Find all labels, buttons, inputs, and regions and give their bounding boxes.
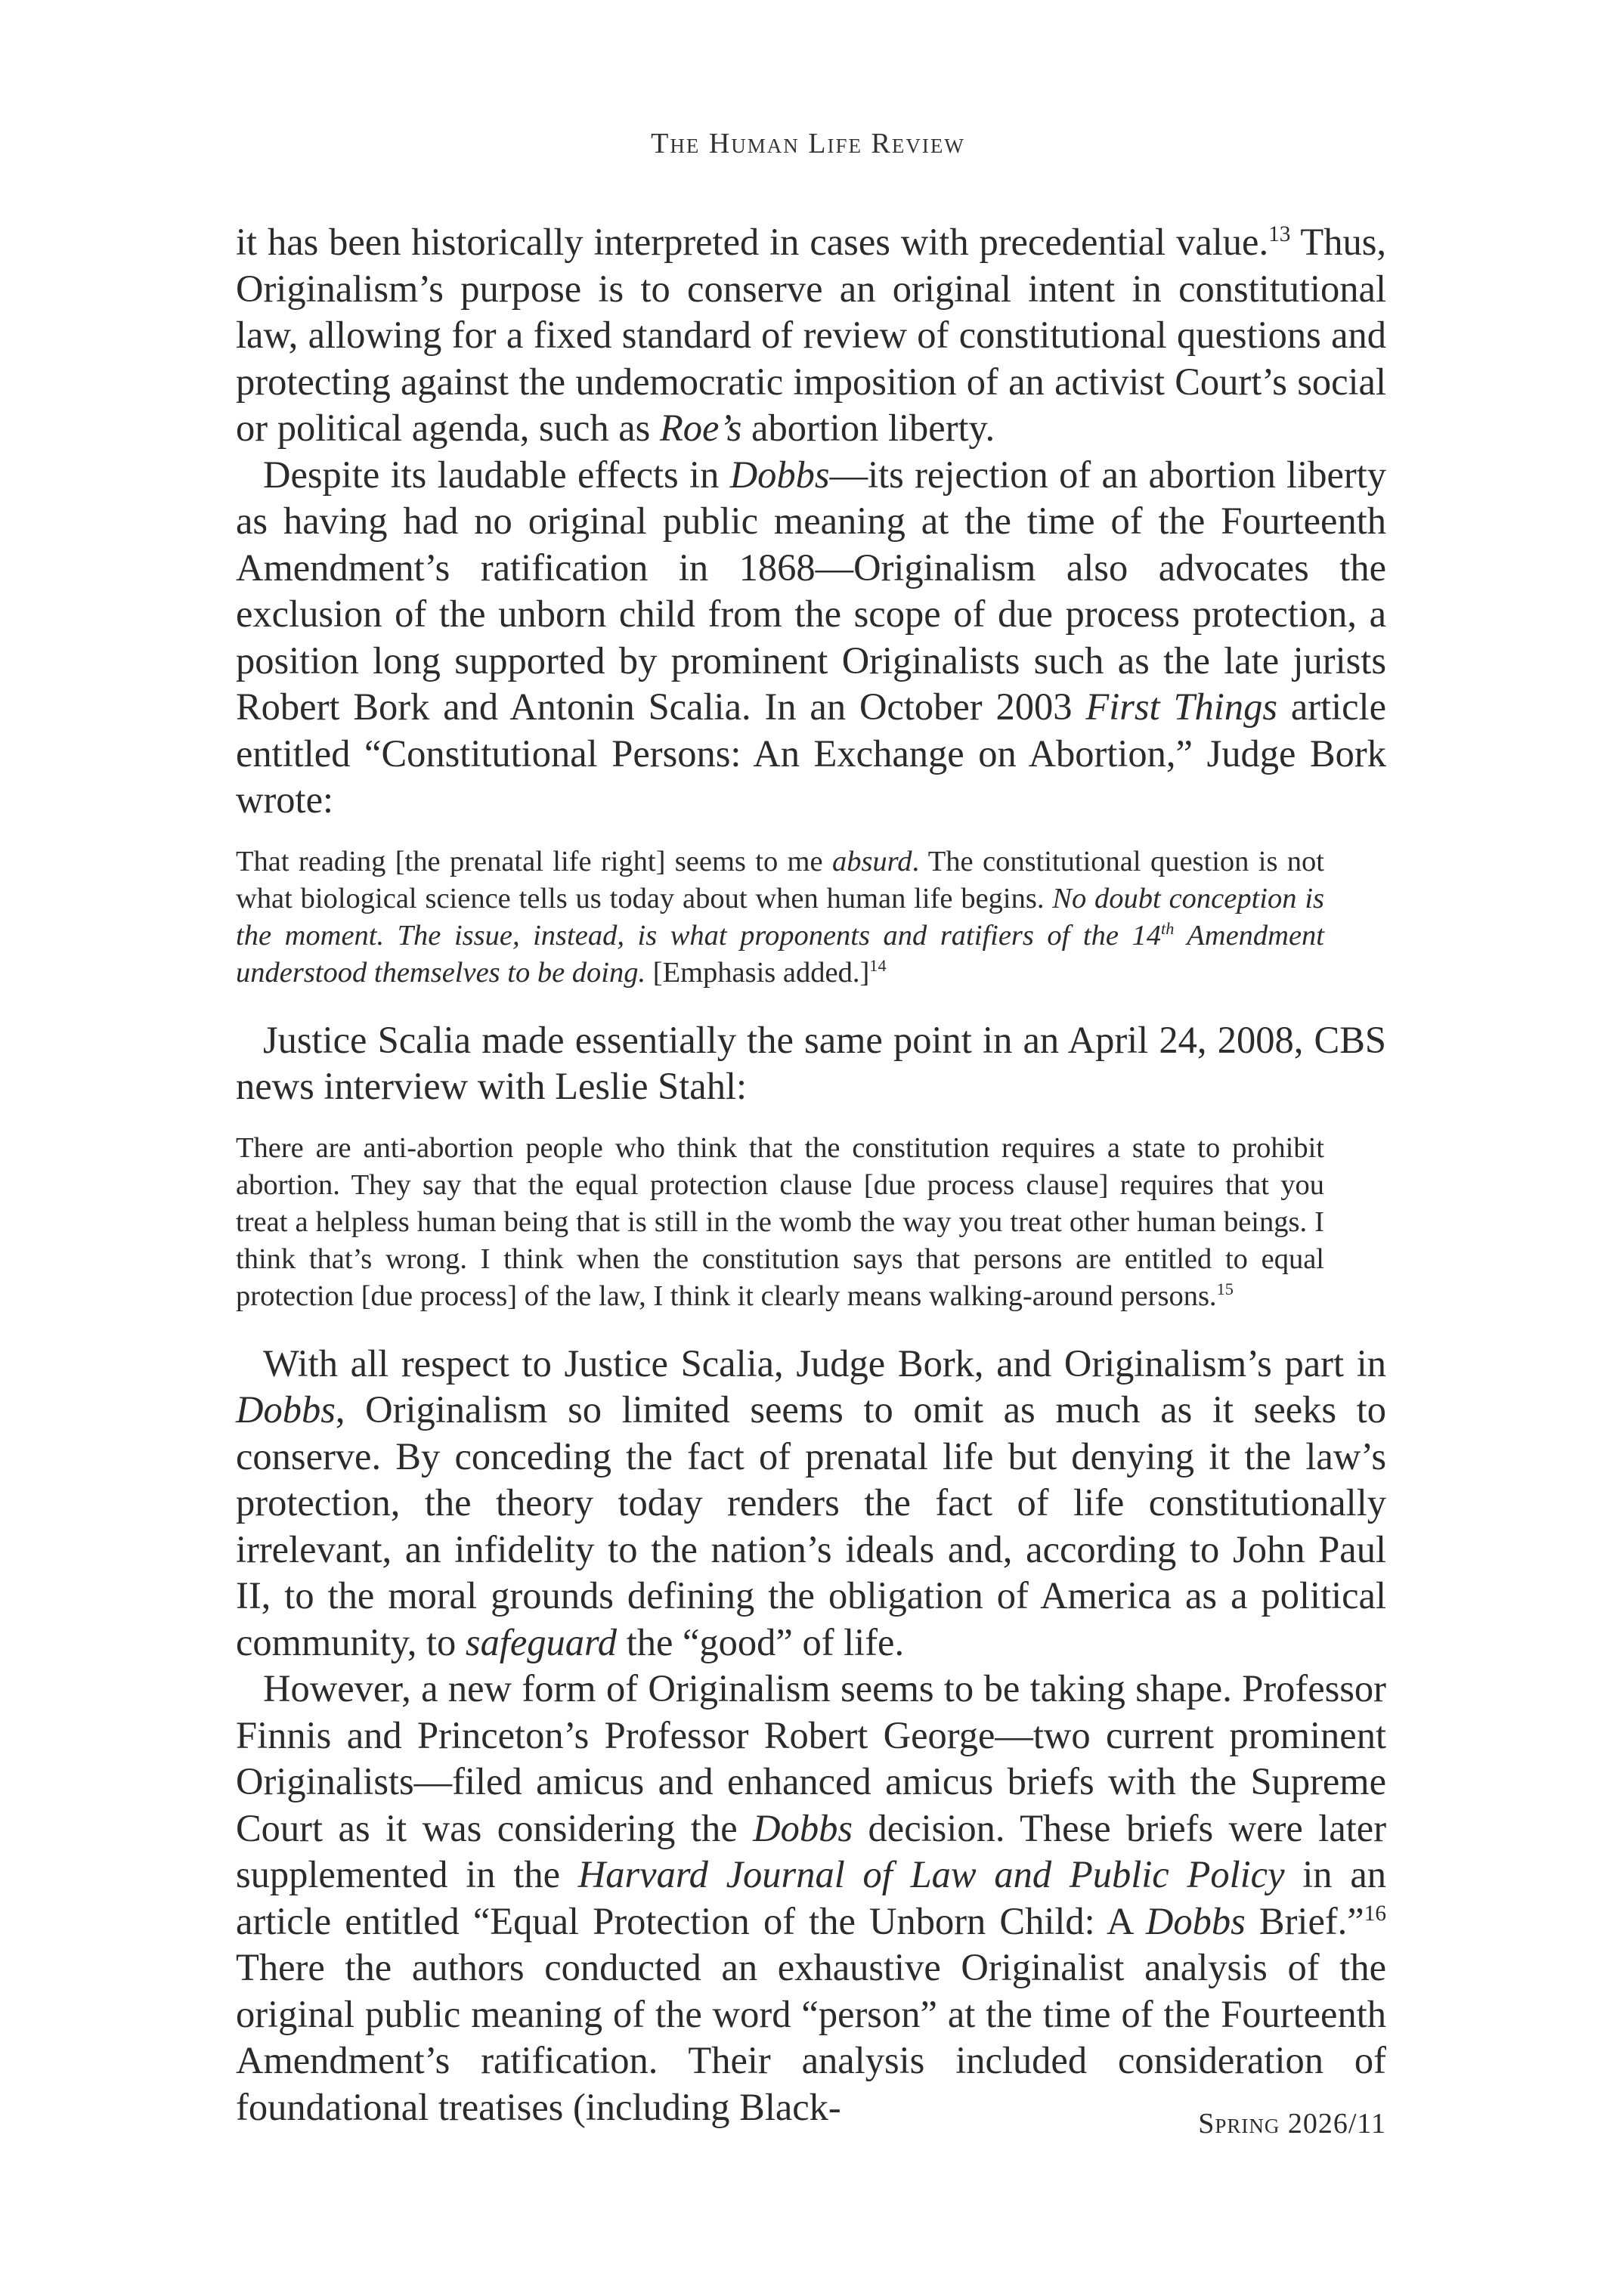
article-body xyxy=(236,219,1386,2130)
paragraph-2: Despite its laudable effects in Dobbs—its rejection of an abortion liberty as having had no original public meaning at the time of the Fourteenth Amendment’s ratification in 1868—Originalism also advocates the exclusion of the unborn child from the scope of due process protection, a position long supported by prominent Originalists such as the late jurists Robert Bork and Antonin Scalia. In an October 2003 First Things article entitled “Constitutional Persons: An Exchange on Abortion,” Judge Bork wrote: xyxy=(236,453,1386,821)
paragraph-5: However, a new form of Originalism seems to be taking shape. Professor Finnis and Princeton’s Professor Robert George—two current prominent Originalists—filed amicus and enhanced amicus briefs with the Supreme Court as it was considering the Dobbs decision. These briefs were later supplemented in the Harvard Journal of Law and Public Policy in an article entitled “Equal Protection of the Unborn Child: A Dobbs Brief.”$^{16}$ There the authors conducted an exhaustive Originalist analysis of the original public meaning of the word “person” at the time of the Fourteenth Amendment’s ratification. Their analysis included consideration of foundational treatises (including Black- xyxy=(236,1667,1387,2128)
footnote-ref-15[interactable]: 15 xyxy=(1216,1279,1234,1298)
paragraph-3: Justice Scalia made essentially the same point in an April 24, 2008, CBS news interview with Leslie Stahl: xyxy=(236,1018,1386,1107)
footnote-ref-16[interactable]: 16 xyxy=(1364,1901,1386,1926)
footnote-ref-14[interactable]: 14 xyxy=(869,955,887,975)
paragraph-4: With all respect to Justice Scalia, Judge Bork, and Originalism’s part in Dobbs, Originalism so limited seems to omit as much as it seeks to conserve. By conceding the fact of prenatal life but denying it the law’s protection, the theory today renders the fact of life constitutionally irrelevant, an infidelity to the nation’s ideals and, according to John Paul II, to the moral grounds defining the obligation of America as a political community, to safeguard the “good” of life. xyxy=(236,1341,1386,1663)
page-folio xyxy=(1198,2107,1386,2140)
footnote-ref-13[interactable]: 13 xyxy=(1268,222,1291,247)
block-quote-scalia: There are anti-abortion people who think that the constitution requires a state to prohibit abortion. They say that the equal protection clause [due process clause] requires that you treat a helpless human being that is still in the womb the way you treat other human beings. I think that’s wrong. I think when the constitution says that persons are entitled to equal protection [due process] of the law, I think it clearly means walking-around persons.$^{15}$ xyxy=(236,1131,1324,1312)
running-head: The Human Life Review xyxy=(651,128,965,159)
block-quote-bork: That reading [the prenatal life right] seems to me absurd. The constitutional question is not what biological science tells us today about when human life begins. No doubt conception is the moment. The issue, instead, is what proponents and ratifiers of the 14th Amendment understood themselves to be doing. [Emphasis added.]$^{14}$ xyxy=(236,845,1324,989)
paragraph-1: it has been historically interpreted in cases with precedential value.$^{13}$ Thus, Originalism’s purpose is to conserve an original intent in constitutional law, allowing for a fixed standard of review of constitutional questions and protecting against the undemocratic imposition of an activist Court’s social or political agenda, such as Roe’s abortion liberty. xyxy=(236,221,1386,449)
folio-season: Spring xyxy=(1198,2108,1280,2140)
folio-page-number: 2026/11 xyxy=(1280,2108,1386,2140)
